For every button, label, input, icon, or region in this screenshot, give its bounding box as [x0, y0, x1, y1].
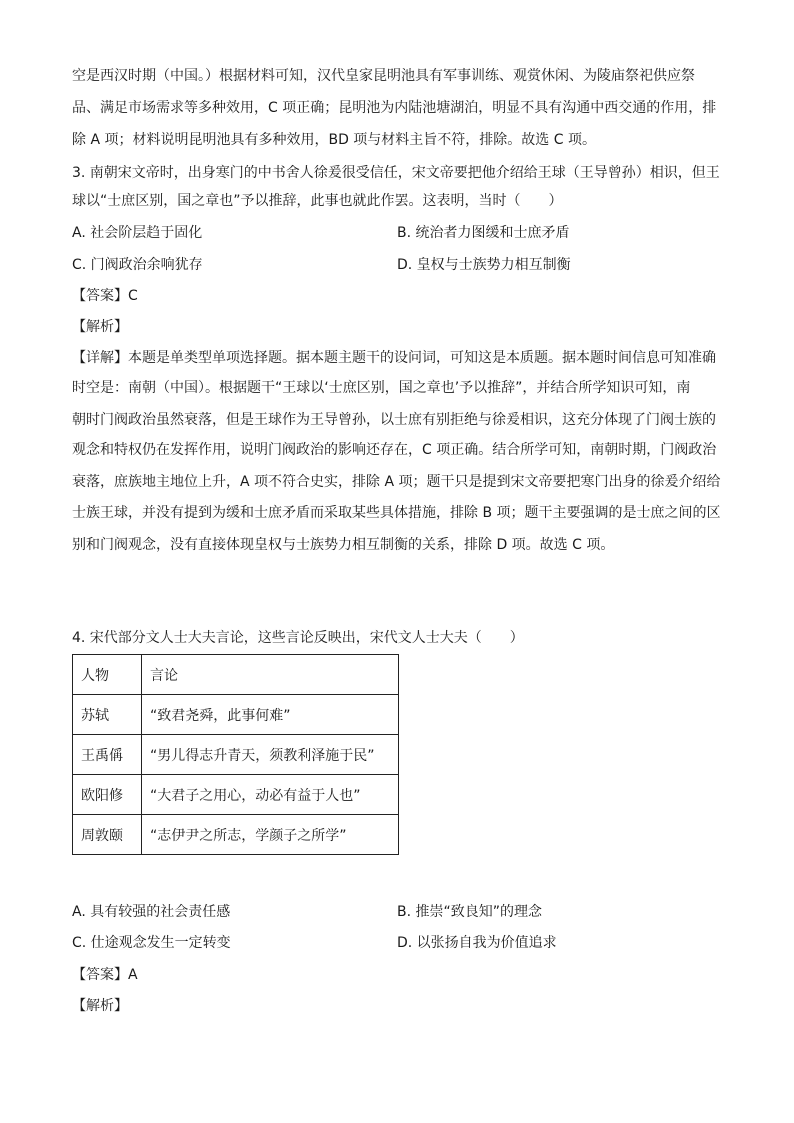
- table-row: [73, 735, 399, 775]
- table-row: [73, 775, 399, 815]
- table-header-person: 人物: [73, 655, 142, 695]
- table-cell-quote: “志伊尹之所志，学颜子之所学”: [142, 815, 399, 855]
- intro-line-1: 空是西汉时期（中国。）根据材料可知，汉代皇家昆明池具有军事训练、观赏休闲、为陵庙祭祀供应祭: [72, 68, 695, 84]
- q3-detail-line-3: 朝时门阀政治虽然衰落，但是王球作为王导曾孙，以士庶有别拒绝与徐爰相识，这充分体现了门阀士族的: [72, 412, 716, 428]
- intro-line-3: 除 A 项；材料说明昆明池具有多种效用，BD 项与材料主旨不符，排除。故选 C 项。: [72, 132, 596, 148]
- q3-option-a: A. 社会阶层趋于固化: [72, 225, 203, 241]
- q3-analysis-label: 【解析】: [72, 319, 128, 335]
- table-cell-person: 王禹偁: [73, 735, 142, 775]
- q3-option-b: B. 统治者力图缓和士庶矛盾: [397, 225, 570, 241]
- table-row: [73, 695, 399, 735]
- q3-option-c: C. 门阀政治余响犹存: [72, 257, 203, 273]
- q4-option-b: B. 推崇“致良知”的理念: [397, 904, 543, 920]
- q3-stem-line-2: 球以“士庶区别，国之章也”予以推辞，此事也就此作罢。这表明，当时（ ）: [72, 193, 563, 209]
- table-cell-quote: “男儿得志升青天，须教利泽施于民”: [142, 735, 399, 775]
- q3-answer: 【答案】C: [72, 288, 138, 304]
- q3-detail-line-7: 别和门阀观念，没有直接体现皇权与士族势力相互制衡的关系，排除 D 项。故选 C 项。: [72, 537, 615, 553]
- table-cell-person: 周敦颐: [73, 815, 142, 855]
- table-cell-person: 欧阳修: [73, 775, 142, 815]
- q3-option-d: D. 皇权与士族势力相互制衡: [397, 257, 571, 273]
- intro-line-2: 品、满足市场需求等多种效用，C 项正确；昆明池为内陆池塘湖泊，明显不具有沟通中西交通的作用，排: [72, 100, 717, 116]
- q4-quote-table: [72, 654, 399, 855]
- table-cell-quote: “致君尧舜，此事何难”: [142, 695, 399, 735]
- q3-stem-line-1: 3. 南朝宋文帝时，出身寒门的中书舍人徐爰很受信任，宋文帝要把他介绍给王球（王导曾孙）相识，但王: [72, 165, 720, 181]
- q4-option-c: C. 仕途观念发生一定转变: [72, 935, 231, 951]
- table-header-quote: 言论: [142, 655, 399, 695]
- q3-detail-line-6: 士族王球，并没有提到为缓和士庶矛盾而采取某些具体措施，排除 B 项；题干主要强调的是士庶之间的区: [72, 505, 721, 521]
- table-cell-quote: “大君子之用心，动必有益于人也”: [142, 775, 399, 815]
- q3-detail-line-4: 观念和特权仍在发挥作用，说明门阀政治的影响还存在，C 项正确。结合所学可知，南朝时期，门阀政治: [72, 442, 717, 458]
- q4-option-d: D. 以张扬自我为价值追求: [397, 935, 557, 951]
- q4-stem: 4. 宋代部分文人士大夫言论，这些言论反映出，宋代文人士大夫（ ）: [72, 630, 524, 646]
- q4-answer: 【答案】A: [72, 967, 138, 983]
- q4-analysis-label: 【解析】: [72, 998, 128, 1014]
- q4-option-a: A. 具有较强的社会责任感: [72, 904, 231, 920]
- q3-detail-line-2: 时空是：南朝（中国）。根据题干“王球以‘士庶区别，国之章也’予以推辞”，并结合所学知识可知，南: [72, 380, 691, 396]
- q3-detail-line-5: 衰落，庶族地主地位上升，A 项不符合史实，排除 A 项；题干只是提到宋文帝要把寒门出身的徐爰介绍给: [72, 474, 721, 490]
- table-header-row: [73, 655, 399, 695]
- table-cell-person: 苏轼: [73, 695, 142, 735]
- table-row: [73, 815, 399, 855]
- q3-detail-line-1: 【详解】本题是单类型单项选择题。据本题主题干的设问词，可知这是本质题。据本题时间信息可知准确: [72, 350, 716, 366]
